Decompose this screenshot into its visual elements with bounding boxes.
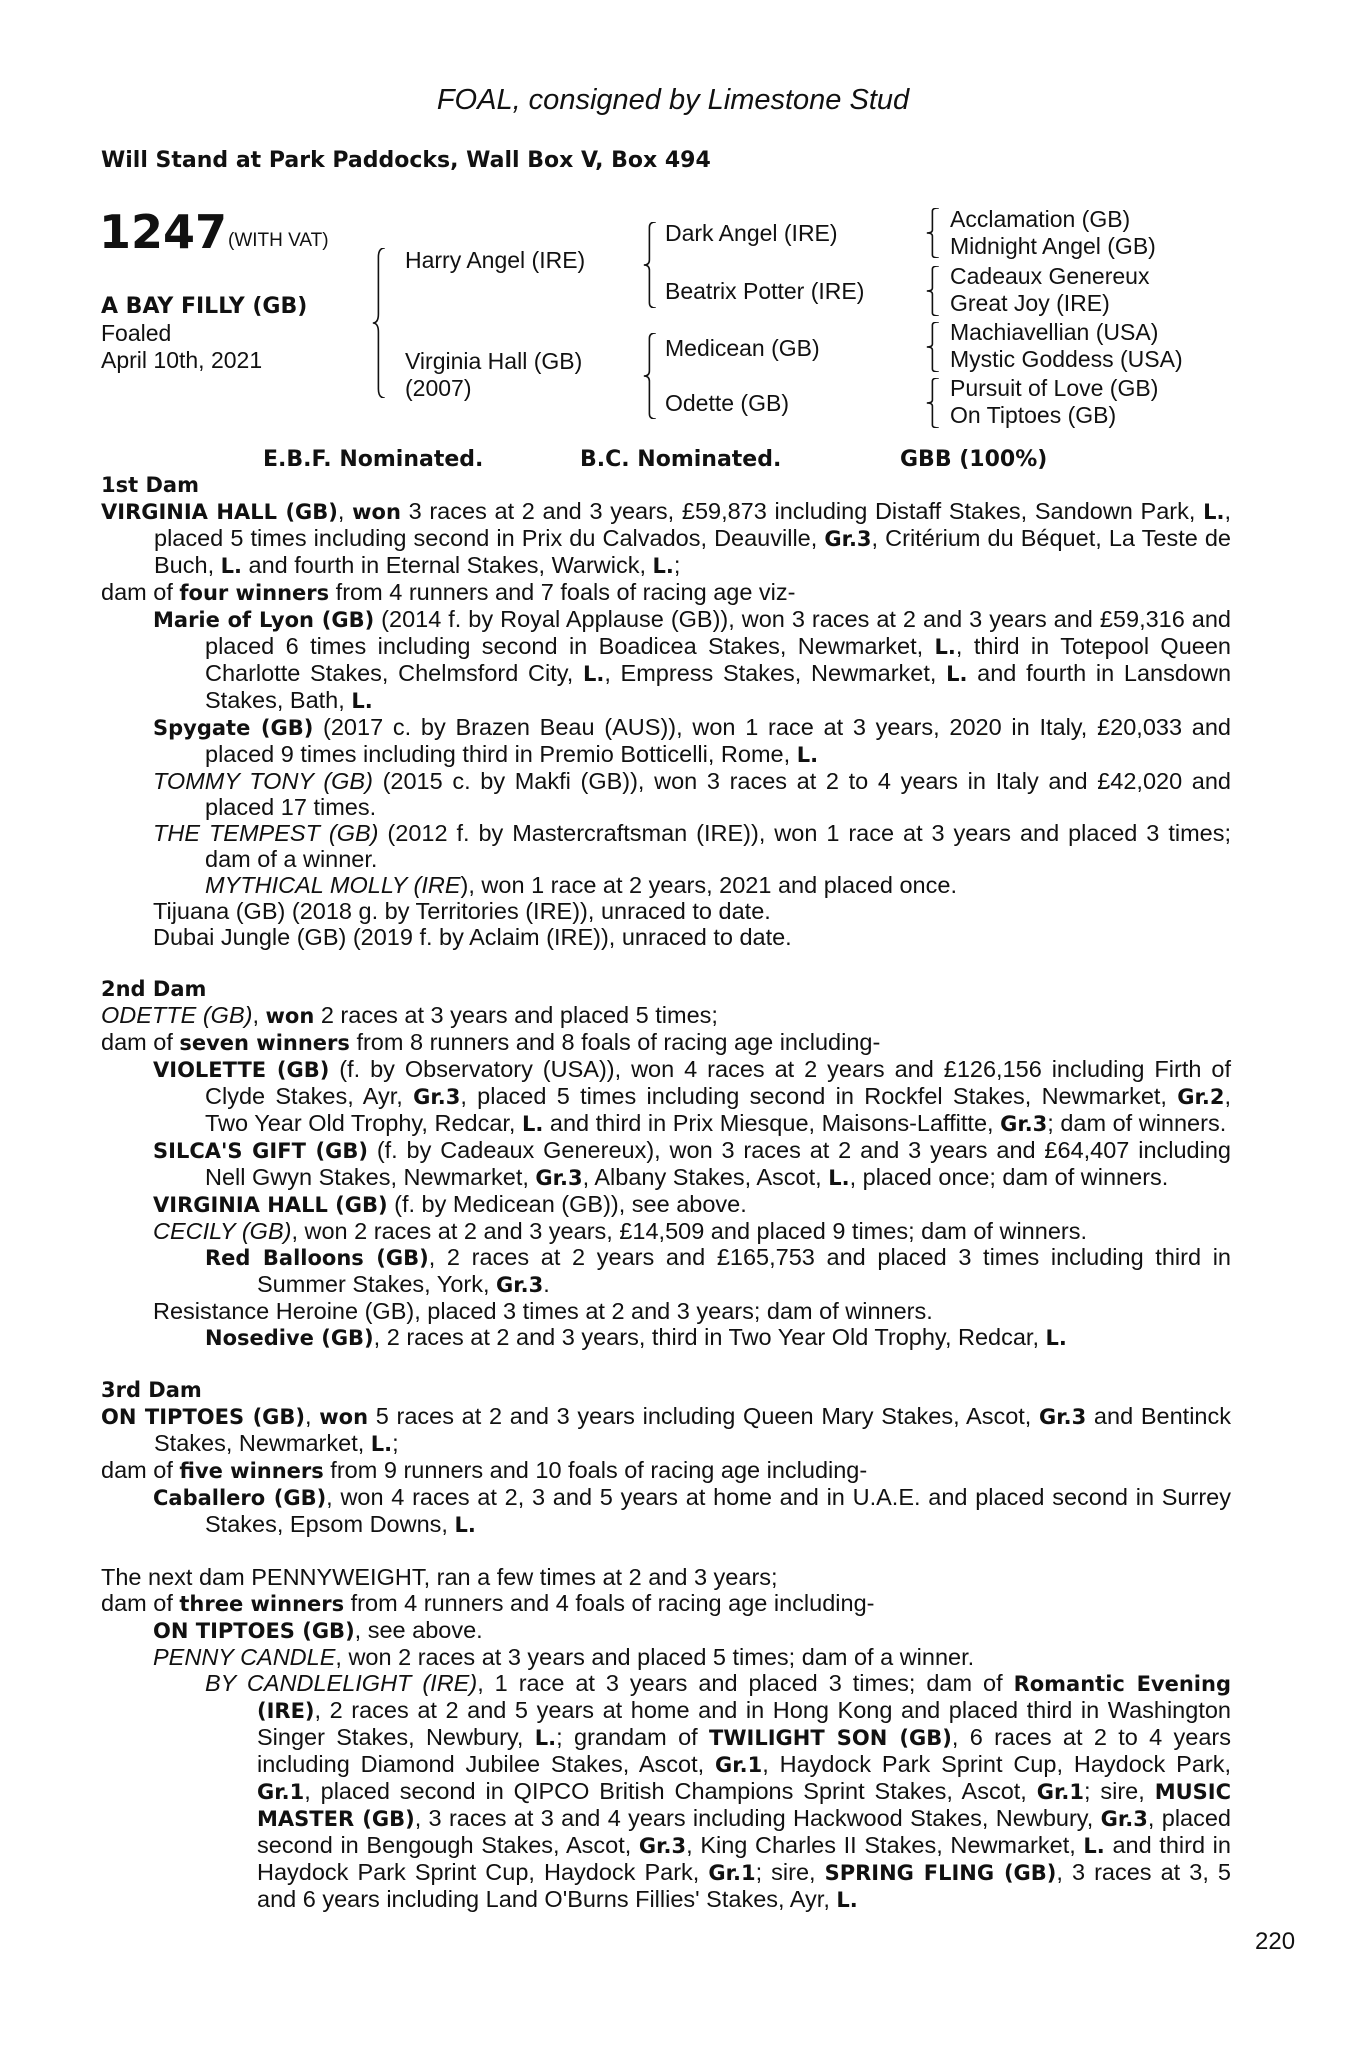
text: , 2 races at 2 and 5 years at home and in Hong Kong and placed third in Washington Singer Stakes, Newbury, [257,1697,1231,1750]
bold-text: five winners [179,1459,324,1483]
text: , placed once; dam of winners. [849,1164,1169,1190]
pedigree-paragraph [101,498,1231,579]
text: , 6 races at 2 to 4 years including Diamond Jubilee Stakes, Ascot, [257,1724,1231,1777]
text: , 2 races at 2 and 3 years, third in Two Year Old Trophy, Redcar, [373,1324,1046,1350]
bold-text: Gr.1 [1036,1780,1084,1804]
text: 3 races at 2 and 3 years, £59,873 including Distaff Stakes, Sandown Park, [400,498,1204,524]
text: (f. by Cadeaux Genereux), won 3 races at 2 and 3 years and £64,407 including Nell Gwyn Stakes, Newmarket, [205,1137,1231,1190]
text: from 4 runners and 7 foals of racing age viz- [329,579,796,605]
italic-text: PENNY CANDLE [153,1644,336,1670]
bold-text: Gr.3 [1100,1807,1148,1831]
pedigree-brace [926,322,942,372]
pedigree-gen3: On Tiptoes (GB) [950,402,1117,428]
bold-text: Gr.3 [1039,1405,1087,1429]
pedigree-gen3: Cadeaux Genereux [950,263,1150,289]
pedigree-paragraph [101,1457,1231,1484]
text: , 2 races at 2 years and £165,753 and placed 3 times including third in Summer Stakes, York, [257,1244,1231,1297]
bold-text: Gr.3 [535,1166,583,1190]
bold-text: won [265,1004,315,1028]
bold-text: Nosedive (GB) [205,1326,374,1350]
text: Resistance Heroine (GB), placed 3 times at 2 and 3 years; dam of winners. [153,1298,933,1324]
bc-nomination: B.C. Nominated. [580,447,782,472]
pedigree-dam: Virginia Hall (GB) [405,348,583,374]
text: , [305,1403,320,1429]
pedigree-paragraph [101,1002,1231,1029]
bold-text: MUSIC MASTER (GB) [257,1780,1231,1831]
pedigree-dam-sire: Medicean (GB) [665,335,820,361]
text: , King Charles II Stakes, Newmarket, [686,1832,1084,1858]
text: The next dam PENNYWEIGHT, ran a few times at 2 and 3 years; [101,1564,778,1590]
pedigree-paragraph [101,1484,1231,1538]
text: , placed second in QIPCO British Champions Sprint Stakes, Ascot, [304,1778,1037,1804]
ebf-nomination: E.B.F. Nominated. [263,447,484,472]
pedigree-brace [643,222,659,308]
bold-text: L. [351,689,373,713]
pedigree-paragraph [101,1029,1231,1056]
bold-text: Gr.3 [1000,1112,1048,1136]
lot-description: A BAY FILLY (GB) [101,294,308,319]
text: dam of [101,1590,180,1616]
bold-text: three winners [179,1592,345,1616]
text: (2014 f. by Royal Applause (GB)), won 3 races at 2 and 3 years and £59,316 and placed 6 times including second in Boadicea Stakes, Newmarket, [205,606,1231,659]
pedigree-gen3: Midnight Angel (GB) [950,233,1156,259]
section-heading: 3rd Dam [101,1378,202,1402]
pedigree-paragraph [101,1218,1231,1244]
foaled-date: April 10th, 2021 [101,347,263,373]
dam-section [101,1564,1231,1913]
text: , placed second in Bengough Stakes, Ascot, [257,1805,1231,1858]
text: ; sire, [755,1859,825,1885]
pedigree-brace [643,333,659,419]
pedigree-paragraph [101,1137,1231,1191]
text: from 4 runners and 4 foals of racing age including- [344,1590,875,1616]
text: ; [673,552,681,578]
lot-number: 1247 [99,205,228,259]
text: , third in Totepool Queen Charlotte Stakes, Chelmsford City, [205,633,1231,686]
text: ; grandam of [556,1724,710,1750]
text: , placed 5 times including second in Rockfel Stakes, Newmarket, [460,1083,1178,1109]
italic-text: MYTHICAL MOLLY (IRE [205,872,461,898]
pedigree-paragraph [101,606,1231,714]
foaled-label: Foaled [101,320,172,346]
section-heading: 1st Dam [101,473,199,497]
text: , won 2 races at 3 years and placed 5 times; dam of a winner. [335,1644,975,1670]
text: 5 races at 2 and 3 years including Queen Mary Stakes, Ascot, [368,1403,1040,1429]
pedigree-brace [926,378,942,428]
bold-text: L. [534,1726,557,1750]
text: 2 races at 3 years and placed 5 times; [314,1002,718,1028]
bold-text: Red Balloons (GB) [205,1246,429,1270]
bold-text: L. [934,635,956,659]
text: ), won 1 race at 2 years, 2021 and placed once. [460,872,957,898]
text: and third in Prix Miesque, Maisons-Laffitte, [543,1110,1001,1136]
pedigree-paragraph [101,714,1231,768]
bold-text: L. [836,1888,858,1912]
bold-text: L. [454,1513,476,1537]
text: Tijuana (GB) (2018 g. by Territories (IRE)), unraced to date. [153,898,771,924]
pedigree-paragraph [101,1670,1231,1913]
pedigree-sire-sire: Dark Angel (IRE) [665,220,838,246]
text: dam of [101,579,180,605]
text: Dubai Jungle (GB) (2019 f. by Aclaim (IRE)), unraced to date. [153,924,792,950]
text: (f. by Medicean (GB)), see above. [387,1191,747,1217]
bold-text: four winners [179,581,330,605]
pedigree-gen3: Mystic Goddess (USA) [950,346,1183,372]
text: , 3 races at 3 and 4 years including Hackwood Stakes, Newbury, [414,1805,1101,1831]
bold-text: L. [828,1166,850,1190]
text: , 1 race at 3 years and placed 3 times; dam of [477,1670,1014,1696]
text: from 8 runners and 8 foals of racing age including- [349,1029,881,1055]
dam-section [101,472,1231,950]
bold-text: L. [652,554,674,578]
text: , won 2 races at 2 and 3 years, £14,509 and placed 9 times; dam of winners. [291,1218,1087,1244]
bold-text: L. [1045,1326,1067,1350]
vat-note: (WITH VAT) [228,230,329,251]
text: and third in Haydock Park Sprint Cup, Haydock Park, [257,1832,1231,1885]
bold-text: SILCA'S GIFT (GB) [153,1139,368,1163]
pedigree-dam-dam: Odette (GB) [665,390,789,416]
bold-text: seven winners [179,1031,350,1055]
pedigree-paragraph [101,1056,1231,1137]
text: , see above. [354,1617,483,1643]
bold-text: L. [946,662,968,686]
text: and fourth in Lansdown Stakes, Bath, [205,660,1232,713]
pedigree-paragraph [101,1298,1231,1324]
pedigree-paragraph [101,579,1231,606]
text: (2017 c. by Brazen Beau (AUS)), won 1 race at 3 years, 2020 in Italy, £20,033 and placed 9 times including third in Premio Botticelli, Rome, [205,714,1231,767]
pedigree-gen3: Machiavellian (USA) [950,319,1159,345]
pedigree-gen3: Acclamation (GB) [950,206,1131,232]
pedigree-sire: Harry Angel (IRE) [405,247,586,273]
text: . [543,1271,550,1297]
catalogue-heading: FOAL, consigned by Limestone Stud [436,84,910,116]
bold-text: Romantic Evening (IRE) [257,1672,1231,1723]
text: , 3 races at 3, 5 and 6 years including Land O'Burns Fillies' Stakes, Ayr, [257,1859,1231,1912]
italic-text: CECILY (GB) [153,1218,292,1244]
text: , won 4 races at 2, 3 and 5 years at home and in U.A.E. and placed second in Surrey Stakes, Epsom Downs, [205,1484,1231,1537]
bold-text: Gr.3 [413,1085,461,1109]
bold-text: SPRING FLING (GB) [824,1861,1057,1885]
pedigree-sire-dam: Beatrix Potter (IRE) [665,278,865,304]
pedigree-paragraph [101,1617,1231,1644]
bold-text: VIOLETTE (GB) [153,1058,330,1082]
bold-text: Gr.1 [715,1753,763,1777]
text: , Critérium du Béquet, La Teste de Buch, [154,525,1231,578]
pedigree-paragraph [101,1590,1231,1617]
bold-text: Gr.3 [638,1834,687,1858]
text: ; dam of winners. [1047,1110,1227,1136]
bold-text: won [319,1405,369,1429]
text: and Bentinck Stakes, Newmarket, [154,1403,1231,1456]
pedigree-notes [101,472,1231,1939]
dam-section [101,1377,1231,1538]
bold-text: VIRGINIA HALL (GB) [101,500,338,524]
pedigree-paragraph [101,768,1231,820]
pedigree-brace [926,266,942,316]
section-heading: 2nd Dam [101,977,207,1001]
pedigree-gen3: Great Joy (IRE) [950,290,1110,316]
text: ; sire, [1083,1778,1155,1804]
pedigree-gen3: Pursuit of Love (GB) [950,375,1159,401]
pedigree-paragraph [101,1244,1231,1298]
text: (2012 f. by Mastercraftsman (IRE)), won 1 race at 3 years and placed 3 times; dam of a winner. [205,820,1231,872]
gbb-status: GBB (100%) [900,447,1048,472]
bold-text: TWILIGHT SON (GB) [709,1726,952,1750]
italic-text: TOMMY TONY (GB) [153,768,373,794]
italic-text: BY CANDLELIGHT (IRE) [205,1670,478,1696]
bold-text: Gr.1 [708,1861,756,1885]
pedigree-brace [372,248,388,398]
pedigree-paragraph [101,820,1231,872]
text: (2015 c. by Makfi (GB)), won 3 races at 2 to 4 years in Italy and £42,020 and placed 17 times. [205,768,1232,820]
pedigree-paragraph [101,1403,1231,1457]
pedigree-paragraph [101,1324,1231,1351]
stand-location: Will Stand at Park Paddocks, Wall Box V, Box 494 [101,148,711,173]
text: , Haydock Park Sprint Cup, Haydock Park, [762,1751,1231,1777]
bold-text: L. [582,662,605,686]
italic-text: ODETTE (GB) [101,1002,253,1028]
italic-text: THE TEMPEST (GB) [153,820,379,846]
bold-text: Gr.2 [1177,1085,1225,1109]
text: dam of [101,1457,180,1483]
text: (f. by Observatory (USA)), won 4 races at 2 years and £126,156 including Firth of Clyde Stakes, Ayr, [205,1056,1231,1109]
bold-text: L. [522,1112,544,1136]
bold-text: Caballero (GB) [153,1486,327,1510]
text: dam of [101,1029,180,1055]
bold-text: Spygate (GB) [153,716,314,740]
text: , Two Year Old Trophy, Redcar, [205,1083,1231,1136]
bold-text: L. [796,743,819,767]
page-number: 220 [1255,1928,1296,1955]
bold-text: Gr.3 [496,1273,544,1297]
text: , [337,498,353,524]
pedigree-dam-year: (2007) [405,375,472,401]
text: ; [392,1430,399,1456]
bold-text: Gr.3 [824,527,872,551]
text: , Empress Stakes, Newmarket, [604,660,947,686]
bold-text: L. [1203,500,1225,524]
dam-section [101,976,1231,1351]
pedigree-paragraph [101,1191,1231,1218]
text: from 9 runners and 10 foals of racing age including- [323,1457,868,1483]
text: , placed 5 times including second in Prix du Calvados, Deauville, [154,498,1231,551]
bold-text: VIRGINIA HALL (GB) [153,1193,388,1217]
pedigree-paragraph [101,1564,1231,1590]
text: , [252,1002,266,1028]
bold-text: won [352,500,401,524]
pedigree-paragraph [101,872,1231,898]
bold-text: Marie of Lyon (GB) [153,608,375,632]
text: and fourth in Eternal Stakes, Warwick, [241,552,653,578]
text: , Albany Stakes, Ascot, [582,1164,829,1190]
pedigree-paragraph [101,898,1231,924]
bold-text: ON TIPTOES (GB) [153,1619,355,1643]
bold-text: Gr.1 [257,1780,305,1804]
bold-text: L. [220,554,242,578]
bold-text: ON TIPTOES (GB) [101,1405,306,1429]
bold-text: L. [1083,1834,1105,1858]
pedigree-brace [926,208,942,258]
bold-text: L. [370,1432,393,1456]
pedigree-paragraph [101,1644,1231,1670]
pedigree-paragraph [101,924,1231,950]
